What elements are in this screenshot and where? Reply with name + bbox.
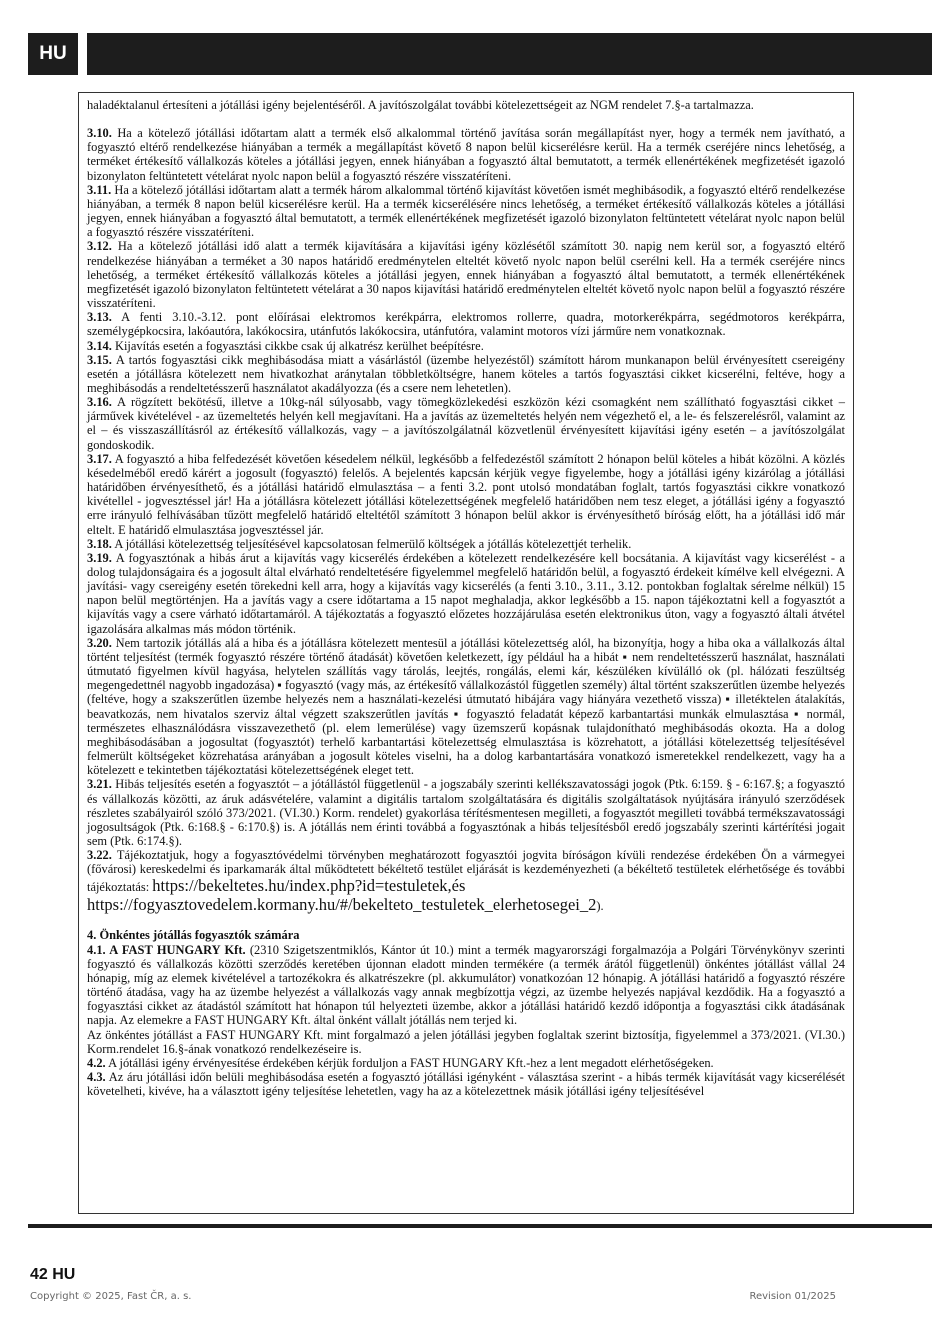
section-text: Az áru jótállási időn belüli meghibásodása esetén a fogyasztó jótállási igényként - választása szerint - a hibás termék kijavítását vagy kicserélését követelheti, kivéve, ha a választott igény teljesítése lehetetlen, vagy ha az a kötelezettnek másik jótállási igény teljesítésével [87,1070,845,1099]
section-3-15 [87,353,845,395]
section-text: Tájékoztatjuk, hogy a fogyasztóvédelmi törvényben meghatározott fogyasztói jogvita bíróságon kívüli rendezése érdekében Ön a vármegyei (fővárosi) kereskedelmi és iparkamarák által működtetett békéltető testület eljárását is kezdeményezheti (a békéltető testületek elérhetősége és további tájékoztatás: [87,848,845,895]
section-text: (2310 Szigetszentmiklós, Kántor út 10.) mint a termék magyarországi forgalmazója a Polgári Törvénykönyv szerinti fogyasztó és vállalkozás közötti szerződés keretében újonnan eladott minden termékére (a termék árától függetlenül) önkéntes jótállást vállal 24 hónapig, míg az elemek kivételével a tartozékokra és alkatrészekre (pl. akkumulátor) vonatkozóan 12 hónapig. A jótállási határidő a fogyasztó részére történő átadása, vagy ha az üzembe helyezést a vállalkozás vagy annak megbízottja végzi, az üzembe helyezés napjával kezdődik. Ha a fogyasztó a fogyasztási cikket az átadástól számított hat hónapon túl helyezteti üzembe, akkor a jótállási határidő kezdő időpontja a fogyasztási cikk átadásának napja. Az elemekre a FAST HUNGARY Kft. által önként vállalt jótállás nem terjed ki. [87,942,845,1028]
section-text: A fogyasztó a hiba felfedezését követően késedelem nélkül, legkésőbb a felfedezéstől számított 2 hónapon belül köteles a hibát közölni. A közlés késedelméből eredő kárért a jogosult (fogyasztó) felelős. A bejelentés kapcsán kérjük vegye figyelembe, hogy a jótállási igény kizárólag a jótállási határidőben érvényesíthető, és a jótállási határidő elmulasztása – a fenti 3.2. pont utolsó mondatában foglalt, tartós fogyasztási cikkre vonatkozó kivétellel - jogvesztéssel jár! Ha a jótállásra kötelezett jótállási kötelezettségének megfelelő határidőben nem tesz eleget, a jótállási igény a fogyasztó erre irányuló felhívásában tűzött megfelelő határidő elteltétől számított 3 hónapon belül akkor is érvényesíthető bíróság előtt, ha a jótállási idő már eltelt. E határidő elmulasztása jogvesztéssel jár. [87,451,845,537]
section-number: 3.17. [87,451,112,466]
section-number: 3.13. [87,310,112,325]
section-4-1 [87,943,845,1028]
section-number: 3.10. [87,126,112,141]
section-number: 3.22. [87,848,112,863]
section-3-12 [87,239,845,310]
section-3-18 [87,537,845,551]
section-text: A jótállási kötelezettség teljesítésével kapcsolatosan felmerülő költségek a jótállás kötelezettjét terhelik. [114,536,632,551]
section-3-11 [87,183,845,240]
copyright-text: Copyright © 2025, Fast ČR, a. s. [30,1291,192,1302]
section-text: A tartós fogyasztási cikk meghibásodása miatt a vásárlástól (üzembe helyezéstől) számított három munkanapon belül érvényesített csereigény esetén a jótállásra kötelezett nem hivatkozhat aránytalan többletköltségre, hanem köteles a tartós fogyasztási cikket kicserélni, feltéve, hogy a meghibásodás a rendeltetésszerű használatot akadályozza (és a csere nem lehetetlen). [87,352,845,395]
section-number: 3.19. [87,550,112,565]
section-3-10 [87,126,845,183]
fogyasztovedelem-link[interactable]: https://fogyasztovedelem.kormany.hu/#/bekelteto_testuletek_elerhetosegei_2 [87,895,597,915]
section-number: 3.18. [87,536,112,551]
intro-paragraph: haladéktalanul értesíteni a jótállási igény bejelentéséről. A javítószolgálat további kötelezettségeit az NGM rendelet 7.§-a tartalmazza. [87,98,754,112]
section-text: Ha a kötelező jótállási időtartam alatt a termék három alkalommal történő kijavítást követően ismét meghibásodik, a fogyasztó eltérő rendelkezése hiányában, a termék 8 napon belül kicserélésre kerül. Ha a termék kicserélésére nincs lehetőség, a terméket értékesítő vállalkozás köteles a jótállási jegyen, ennek hiányában a fogyasztó által bemutatott, a termék ellenértékének megfizetését igazoló bizonylaton feltüntetett vételárat nyolc napon belül a fogyasztó részére visszatéríteni. [87,182,846,240]
bekeltetes-link[interactable]: https://bekeltetes.hu/index.php?id=testuletek,és [152,876,466,896]
footer-rule [28,1224,932,1228]
section-3-21 [87,777,845,848]
section-number: 4.2. [87,1055,106,1070]
section-3-16 [87,395,845,452]
section-4-3 [87,1070,845,1098]
section-text: A fogyasztónak a hibás árut a kijavítás vagy kicserélés érdekében a kötelezett rendelkezésére kell bocsátania. A kijavítást vagy kicserélést - a dolog tulajdonságaira és a jogosult által elvárható rendeltetésére figyelemmel megfelelő határidőn belül, a fogyasztó érdekeit kímélve kell elvégezni. A javítási- vagy csereigény esetén törekedni kell arra, hogy a kijavítás vagy kicserélés (a fenti 3.10., 3.11., 3.12. pontokban foglaltak sérelme nélkül) 15 napon belül megtörténjen. Ha a javítás vagy a csere időtartama a 15 napot meghaladja, akkor legkésőbb a 15. napon tájékoztatni kell a fogyasztót a kijavítás vagy a csere várható időtartamáról. A tájékoztatás a fogyasztó előzetes hozzájárulása esetén elektronikus úton, vagy a fogyasztó általi átvétel igazolására alkalmas más módon történik. [87,550,845,636]
section-number: 4.3. [87,1070,106,1084]
section-text: Kijavítás esetén a fogyasztási cikkbe csak új alkatrész kerülhet beépítésre. [114,338,484,353]
section-3-17 [87,452,845,537]
header-stripe [87,33,932,75]
section-3-13 [87,310,845,338]
section-3-19 [87,551,845,636]
warranty-text-box [78,92,854,1214]
section-3-20 [87,636,845,778]
part-4-heading: 4. Önkéntes jótállás fogyasztók számára [87,928,300,943]
section-number: 3.14. [87,338,112,353]
section-number: 3.15. [87,352,112,367]
section-text: A fenti 3.10.-3.12. pont előírásai elektromos kerékpárra, elektromos rollerre, quadra, motorkerékpárra, segédmotoros kerékpárra, személygépkocsira, lakóautóra, lakókocsira, utánfutós lakókocsira, utánfutóra, valamint motoros vízi járműre nem vonatkoznak. [87,310,845,339]
section-number: 3.11. [87,182,112,197]
section-text: Ha a kötelező jótállási idő alatt a termék kijavítására a kijavítási igény közlésétől számított 30. napig nem kerül sor, a fogyasztó eltérő rendelkezése hiányában a terméket a 30 napos határidő eredménytelen elteltét követő nyolc napon belül cserélni kell. Ha a termék cseréjére nincs lehetőség, a terméket értékesítő vállalkozás köteles a jótállási jegyen, ennek hiányában a fogyasztó által bemutatott, a termék ellenértékének megfizetését igazoló bizonylaton feltüntetett vételárat a 30 napos kijavítási határidő eredménytelen elteltét követő nyolc napon belül a fogyasztó részére visszatéríteni. [87,239,845,311]
section-number: 3.12. [87,239,112,254]
header-bar [0,33,932,75]
section-tail: ). [596,899,604,914]
revision-text: Revision 01/2025 [749,1291,836,1302]
section-text: Hibás teljesítés esetén a fogyasztót – a jótállástól függetlenül - a jogszabály szerinti kellékszavatossági jogok (Ptk. 6:159. § - 6:167.§; a fogyasztó és vállalkozás közötti, az áruk adásvételére, valamint a digitális tartalom szolgáltatására és digitális szolgáltatások nyújtására irányuló szerződések részletes szabályairól szóló 373/2021. (VI.30.) Korm. rendelet) gyakorlása térítésmentesen megilleti, a fogyasztót megilleti továbbá termékszavatossági jogosultságok (Ptk. 6:168.§ - 6:170.§) is. A jótállás nem érinti továbbá a fogyasztónak a hibás teljesítésből eredő jogszabály szerinti kártérítési jogait sem (Ptk. 6:174.§). [87,777,845,848]
section-4-2 [87,1056,845,1070]
section-number: 3.16. [87,395,112,410]
section-number: 3.21. [87,777,112,792]
section-4-1-paragraph-2: Az önkéntes jótállást a FAST HUNGARY Kft. mint forgalmazó a jelen jótállási jegyben foglaltak szerint biztosítja, figyelemmel a 373/2021. (VI.30.) Korm.rendelet 16.§-ának vonatkozó rendelkezéseire is. [87,1027,845,1056]
section-text: A rögzített bekötésű, illetve a 10kg-nál súlyosabb, vagy tömegközlekedési eszközön kézi csomagként nem szállítható fogyasztási cikket – járművek kivételével - az üzemeltetés helyén kell megjavítani. Ha a javítás az üzemeltetés helyén nem végezhető el, a le- és felszerelésről, valamint az el – és visszaszállításról az értékesítő vállalkozás, vagy – a javítószolgálatnál közvetlenül érvényesített kijavítási igény esetén – a javítószolgálat gondoskodik. [87,395,845,452]
section-text: Nem tartozik jótállás alá a hiba és a jótállásra kötelezett mentesül a jótállási kötelezettség alól, ha bizonyítja, hogy a hiba oka a vállalkozás által történt teljesítést (termék fogyasztó részére történő átadását) követően keletkezett, így például ha a hibát ▪ nem rendeltetésszerű használat, használati útmutató figyelmen kívül hagyása, helytelen szállítás vagy tárolás, leejtés, rongálás, elemi kár, készüléken kívülálló ok (pl. hálózati feszültség megengedettnél nagyobb ingadozása) ▪ fogyasztó (vagy más, az értékesítő vállalkozástól független személy) által történt szakszerűtlen üzembe helyezés (feltéve, hogy a szakszerűtlen üzembe helyezés nem a használati-kezelési útmutató hibájára vagy hiányára vezethető vissza) ▪ illetéktelen átalakítás, beavatkozás, nem hivatalos szerviz által végzett szakszerűtlen javítás ▪ fogyasztó feladatát képező karbantartási munkák elmulasztása ▪ normál, természetes elhasználódásra visszavezethető (pl. elem lemerülése) vagy üzemszerű kopásnak tulajdonítható meghibásodás okozta. Ha a dolog meghibásodásában a jogosultat (fogyasztót) terhelő karbantartási kötelezettség elmulasztása is közrehatott, a jótállási kötelezettség teljesítésével felmerült költségeket közrehatása arányában a jogosult köteles viselni, ha a dolog karbantartására vonatkozó ismeretekkel rendelkezett, vagy ha a kötelezett e tekintetben tájékoztatási kötelezettségének eleget tett. [87,635,846,778]
section-3-22 [87,848,845,914]
section-number: 3.20. [87,635,112,650]
section-number: 4.1. A FAST HUNGARY Kft. [87,942,246,957]
section-text: Ha a kötelező jótállási időtartam alatt a termék első alkalommal történő javítása során megállapítást nyer, hogy a termék nem javítható, a fogyasztó eltérő rendelkezése hiányában a termék a megállapítást követő 8 napon belül kicserélésre kerül. Ha a termék cseréjére nincs lehetőség, a terméket értékesítő vállalkozás köteles a jótállási jegyen, ennek hiányában a fogyasztó által bemutatott, a termék ellenértékének megfizetését igazoló bizonylaton feltüntetett vételárat nyolc napon belül a fogyasztó részére visszatéríteni. [87,126,845,183]
page-number: 42 HU [30,1266,76,1283]
language-tab: HU [28,33,78,75]
section-3-14 [87,339,845,353]
section-text: A jótállási igény érvényesítése érdekében kérjük forduljon a FAST HUNGARY Kft.-hez a lent megadott elérhetőségeken. [108,1055,714,1070]
